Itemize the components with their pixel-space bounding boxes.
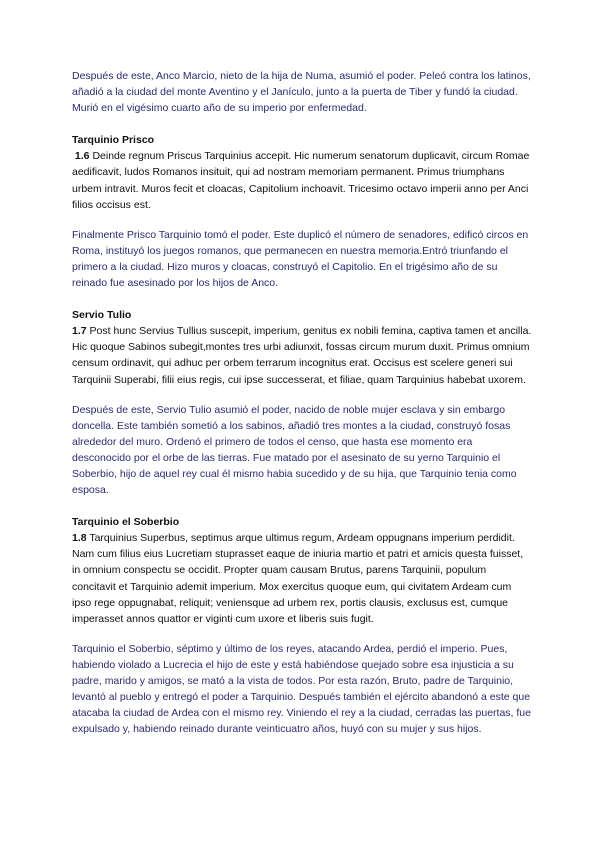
section-heading-tarquinio-prisco: Tarquinio Prisco [72, 134, 155, 147]
spacer [72, 498, 532, 514]
latin-text: Tarquinius Superbus, septimus arque ultimus regum, Ardeam oppugnans imperium perdidit. Nam cum filius eius Lucretiam stuprasset eaque de iniuria martio et patri et amicis questa fuisset, in omnium conspectu se occidit. Propter quam causam Brutus, parens Tarquinii, populum concitavit et Tarquinio ademit imperium. Mox exercitus quoque eum, qui civitatem Ardeam cum ipso rege oppugnabat, reliquit; veniensque ad urbem rex, portis clausis, exclusus est, cumque imperasset annos quattor er viginti cum uxore et liberis suis fugit. [72, 532, 524, 625]
spacer [72, 388, 532, 402]
spacer [72, 116, 532, 132]
spanish-paragraph-1-8: Tarquinio el Soberbio, séptimo y último de los reyes, atacando Ardea, perdió el imperio. Pues, habiendo violado a Lucrecia el hijo de este y está habiéndose quejado sobre esa injusticia a su padre, marido y amigos, se mató a la vista de todos. Por esta razón, Bruto, padre de Tarquinio, levantó al pueblo y entregó el poder a Tarquinio. Después también el ejército abandonó a este que atacaba la ciudad de Ardea con el mismo rey. Viniendo el rey a la ciudad, cerradas las puertas, fue expulsado y, habiendo reinado durante veinticuatro años, huyó con su mujer y sus hijos. [72, 642, 531, 736]
spanish-paragraph-1-7: Después de este, Servio Tulio asumió el poder, nacido de noble mujer esclava y sin embargo doncella. Este también sometió a los sabinos, añadió tres montes a la ciudad, construyó fosas alrededor del muro. Ordenó el primero de todos el censo, que hasta ese momento era desconocido por el orbe de las tierras. Fue matado por el asesinato de su yerno Tarquinio el Soberbio, hijo de aquel rey cual él mismo habia sucedido y de su hija, que Tarquinio tenia como esposa. [72, 403, 517, 497]
latin-paragraph-1-7 [72, 323, 532, 387]
spacer [72, 627, 532, 641]
spacer [72, 213, 532, 227]
spacer [72, 291, 532, 307]
document-page [72, 68, 532, 737]
section-number: 1.7 [72, 325, 87, 338]
latin-paragraph-1-6 [72, 148, 532, 212]
section-number: 1.8 [72, 532, 87, 545]
latin-paragraph-1-8 [72, 530, 532, 627]
intro-paragraph: Después de este, Anco Marcio, nieto de la hija de Numa, asumió el poder. Peleó contra los latinos, añadió a la ciudad del monte Aventino y el Janículo, junto a la puerta de Tiber y fundó la ciudad. Murió en el vigésimo cuarto año de su imperio por enfermedad. [72, 70, 531, 115]
latin-text: Post hunc Servius Tullius suscepit, imperium, genitus ex nobili femina, captiva tamen et ancilla. Hic quoque Sabinos subegit,montes tres urbi adiunxit, fossas circum murum duxit. Primus omnium censum ordinavit, qui adhuc per orbem terrarum incognitus erat. Occisus est scelere generi sui Tarquinii Superabi, filii eius regis, cui ipse successerat, et filiae, quam Tarquinius habebat uxorem. [72, 325, 532, 386]
section-heading-tarquinio-el-soberbio: Tarquinio el Soberbio [72, 516, 180, 529]
section-number: 1.6 [74, 150, 90, 163]
spanish-paragraph-1-6: Finalmente Prisco Tarquinio tomó el poder. Este duplicó el número de senadores, edificó circos en Roma, instituyó los juegos romanos, que permanecen en nuestra memoria.Entró triunfando el primero a la ciudad. Hizo muros y cloacas, construyó el Capitolio. En el trigésimo año de su reinado fue asesinado por los hijos de Anco. [72, 228, 529, 290]
section-heading-servio-tulio: Servio Tulio [72, 309, 132, 322]
latin-text: Deinde regnum Priscus Tarquinius accepit. Hic numerum senatorum duplicavit, circum Romae aedificavit, ludos Romanos insituit, qui ad nostram memoriam permanent. Primus triumphans urbem intravit. Muros fecit et cloacas, Capitolium inchoavit. Tricesimo octavo imperii anno per Anci filios occisus est. [72, 150, 530, 211]
